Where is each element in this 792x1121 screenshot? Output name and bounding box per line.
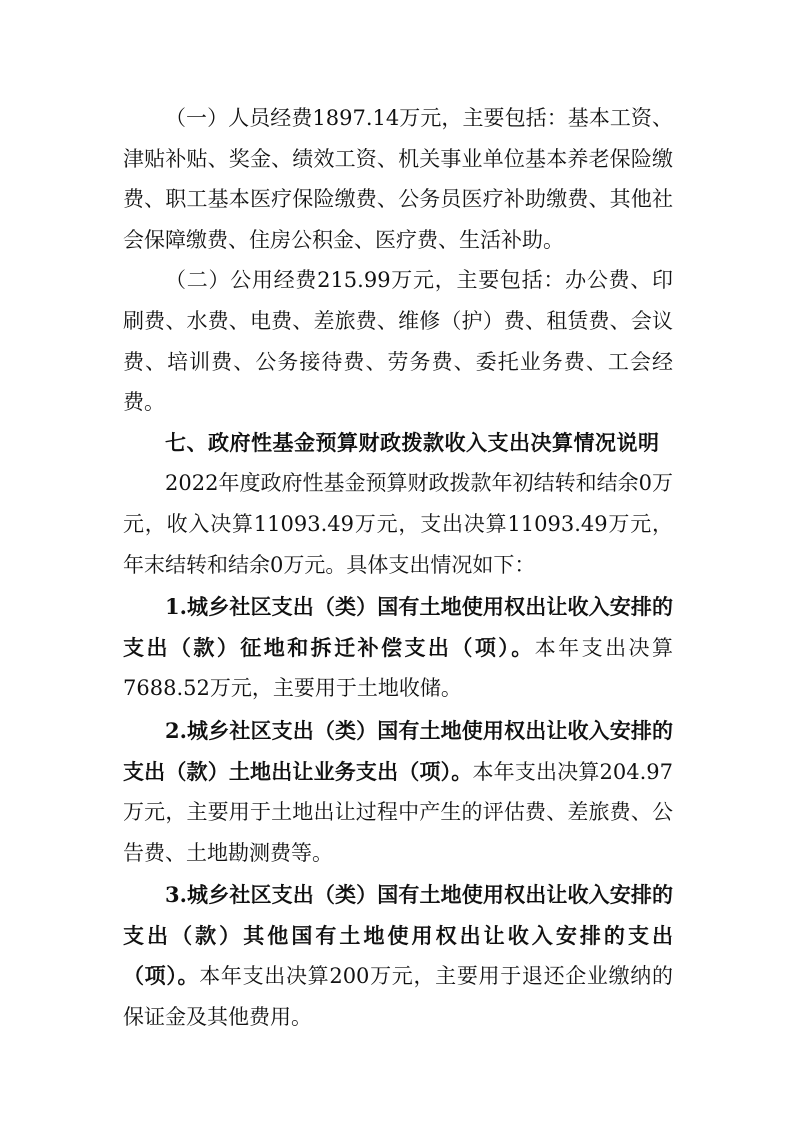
expense-item-1 xyxy=(123,587,673,709)
expense-item-3-title: 3.城乡社区支出（类）国有土地使用权出让收入安排的支出（款）其他国有土地使用权出让收入安排的支出（项）。 xyxy=(123,882,673,989)
document-page xyxy=(123,98,673,1038)
personnel-expense-paragraph: （一）人员经费1897.14万元，主要包括：基本工资、津贴补贴、奖金、绩效工资、机关事业单位基本养老保险缴费、职工基本医疗保险缴费、公务员医疗补助缴费、其他社会保障缴费、住房公积金、医疗费、生活补助。 xyxy=(123,106,673,252)
expense-item-2-body: 本年支出决算204.97万元，主要用于土地出让过程中产生的评估费、差旅费、公告费、土地勘测费等。 xyxy=(123,759,673,865)
section-seven-heading: 七、政府性基金预算财政拨款收入支出决算情况说明 xyxy=(165,430,660,455)
expense-item-1-title: 1.城乡社区支出（类）国有土地使用权出让收入安排的支出（款）征地和拆迁补偿支出（项）。 xyxy=(123,594,673,660)
expense-item-3-body: 本年支出决算200万元，主要用于退还企业缴纳的保证金及其他费用。 xyxy=(123,964,673,1030)
fund-summary-paragraph: 2022年度政府性基金预算财政拨款年初结转和结余0万元，收入决算11093.49万元，支出决算11093.49万元，年末结转和结余0万元。具体支出情况如下： xyxy=(123,471,673,577)
public-expense-paragraph: （二）公用经费215.99万元，主要包括：办公费、印刷费、水费、电费、差旅费、维修（护）费、租赁费、会议费、培训费、公务接待费、劳务费、委托业务费、工会经费。 xyxy=(123,268,673,415)
expense-item-1-body: 本年支出决算7688.52万元，主要用于土地收储。 xyxy=(123,635,674,701)
expense-item-3 xyxy=(123,875,673,1037)
expense-item-2 xyxy=(123,711,673,873)
expense-item-2-title: 2.城乡社区支出（类）国有土地使用权出让收入安排的支出（款）土地出让业务支出（项）。 xyxy=(123,717,673,784)
